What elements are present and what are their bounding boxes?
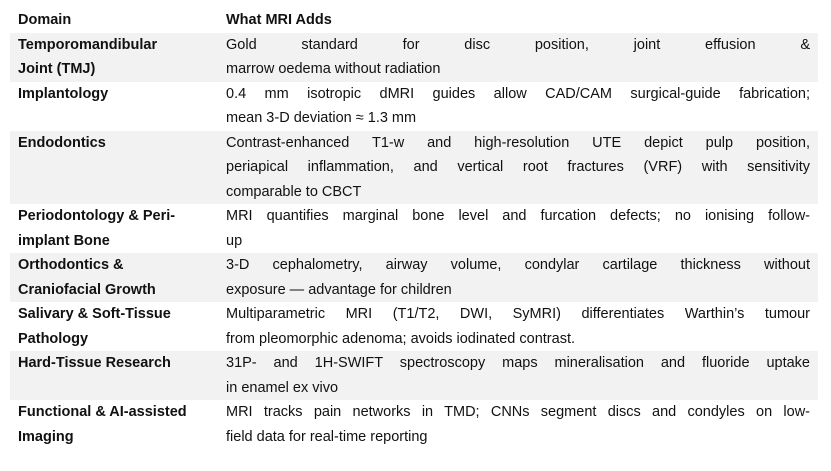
description-line: comparable to CBCT <box>226 183 362 200</box>
domain-line: Imaging <box>18 428 74 445</box>
table-row <box>10 302 818 351</box>
description-line: 0.4 mm isotropic dMRI guides allow CAD/CAM surgical-guide fabrication; <box>226 85 810 102</box>
domain-cell <box>10 351 226 400</box>
domain-cell <box>10 82 226 131</box>
description-line: in enamel ex vivo <box>226 379 339 396</box>
domain-line: Implantology <box>18 85 109 102</box>
what-mri-adds-cell <box>226 400 818 449</box>
description-line: periapical inflammation, and vertical root fractures (VRF) with sensitivity <box>226 159 810 175</box>
what-mri-adds-cell <box>226 131 818 205</box>
description-line: from pleomorphic adenoma; avoids iodinated contrast. <box>226 330 575 347</box>
table-header-row <box>10 8 818 33</box>
what-mri-adds-cell <box>226 302 818 351</box>
domain-line: implant Bone <box>18 232 110 249</box>
description-line: exposure — advantage for children <box>226 281 452 298</box>
domain-cell <box>10 131 226 205</box>
description-line: 3-D cephalometry, airway volume, condylar cartilage thickness without <box>226 257 810 273</box>
domain-line: Craniofacial Growth <box>18 281 156 298</box>
what-mri-adds-cell <box>226 253 818 302</box>
description-line: MRI tracks pain networks in TMD; CNNs segment discs and condyles on low- <box>226 404 810 420</box>
mri-domains-table <box>10 8 818 449</box>
domain-line: Salivary & Soft-Tissue <box>18 306 171 322</box>
what-mri-adds-cell <box>226 33 818 82</box>
table-row <box>10 33 818 82</box>
domain-line: Pathology <box>18 330 89 347</box>
table-row <box>10 253 818 302</box>
domain-line: Functional & AI-assisted <box>18 404 187 420</box>
domain-line: Hard-Tissue Research <box>18 355 171 371</box>
description-line: up <box>226 232 243 249</box>
domain-line: Periodontology & Peri- <box>18 208 176 224</box>
description-line: field data for real-time reporting <box>226 428 428 445</box>
description-line: Contrast-enhanced T1-w and high-resolution UTE depict pulp position, <box>226 134 810 151</box>
description-line: marrow oedema without radiation <box>226 61 441 77</box>
domain-line: Endodontics <box>18 134 106 151</box>
table-row <box>10 131 818 205</box>
what-mri-adds-cell <box>226 204 818 253</box>
table-row <box>10 82 818 131</box>
domain-cell <box>10 302 226 351</box>
description-line: MRI quantifies marginal bone level and furcation defects; no ionising follow- <box>226 208 810 224</box>
what-mri-adds-cell <box>226 351 818 400</box>
domain-cell <box>10 400 226 449</box>
what-mri-adds-cell <box>226 82 818 131</box>
domain-cell <box>10 253 226 302</box>
table-row <box>10 351 818 400</box>
description-line: Multiparametric MRI (T1/T2, DWI, SyMRI) differentiates Warthin’s tumour <box>226 306 810 322</box>
description-line: 31P- and 1H-SWIFT spectroscopy maps mineralisation and fluoride uptake <box>226 355 810 371</box>
table-row <box>10 204 818 253</box>
header-what-mri-adds: What MRI Adds <box>226 12 332 28</box>
domain-line: Orthodontics & <box>18 257 124 273</box>
domain-cell <box>10 33 226 82</box>
description-line: mean 3-D deviation ≈ 1.3 mm <box>226 110 417 126</box>
header-domain: Domain <box>18 12 72 28</box>
domain-cell <box>10 204 226 253</box>
domain-line: Temporomandibular <box>18 36 158 53</box>
table-row <box>10 400 818 449</box>
domain-line: Joint (TMJ) <box>18 61 96 77</box>
description-line: Gold standard for disc position, joint effusion & <box>226 36 810 53</box>
